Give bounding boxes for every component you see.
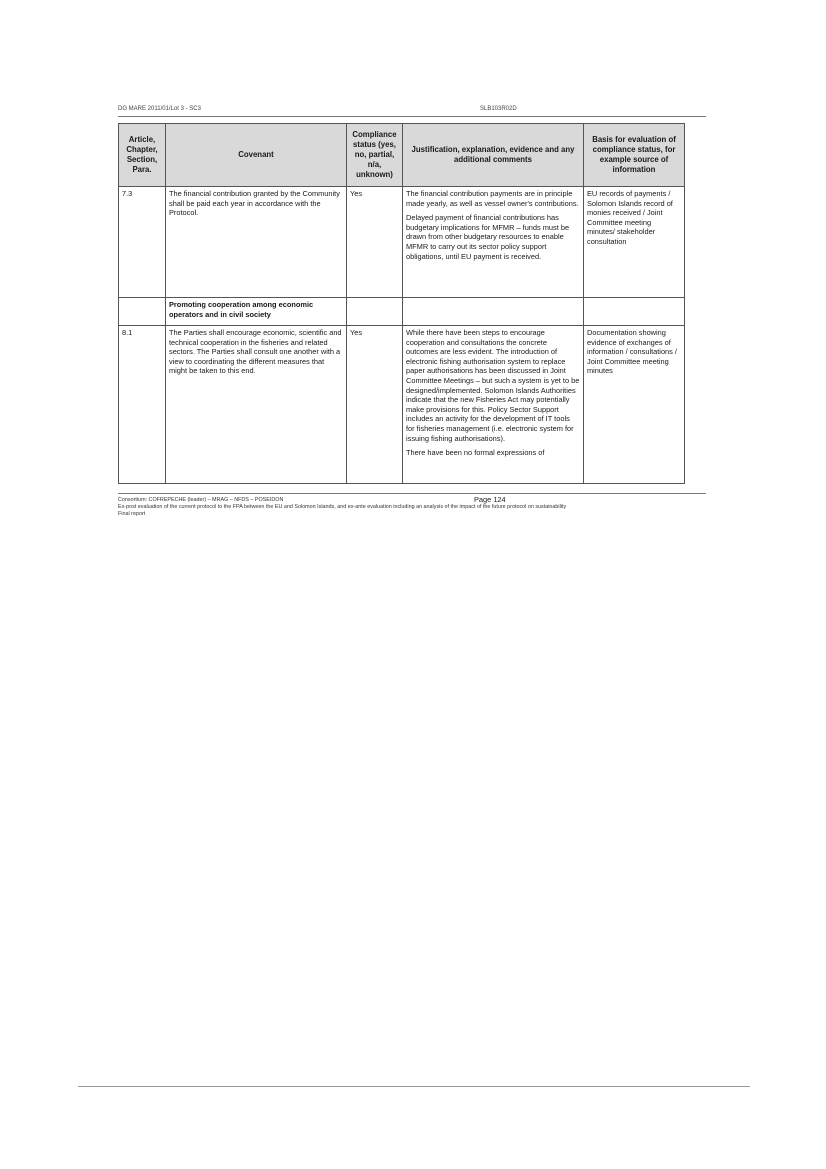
cell-article: 8.1: [119, 326, 166, 484]
footer-report-type: Final report: [118, 511, 146, 517]
page-number: Page 124: [474, 495, 506, 504]
covenant-table: [118, 123, 685, 484]
col-header-covenant: Covenant: [166, 124, 347, 187]
cell-basis: Documentation showing evidence of exchanges of information / consultations / Joint Committee meeting minutes: [584, 326, 685, 484]
bottom-divider: [78, 1086, 750, 1087]
cell-article: 7.3: [119, 187, 166, 298]
cell-status: Yes: [347, 326, 403, 484]
cell-empty: [403, 298, 584, 326]
cell-empty: [584, 298, 685, 326]
justification-paragraph: The financial contribution payments are in principle made yearly, as well as vessel owner's contributions.: [406, 189, 579, 208]
col-header-article: Article, Chapter, Section, Para.: [119, 124, 166, 187]
cell-status: Yes: [347, 187, 403, 298]
col-header-justification: Justification, explanation, evidence and any additional comments: [403, 124, 584, 187]
cell-covenant: The financial contribution granted by the Community shall be paid each year in accordance with the Protocol.: [166, 187, 347, 298]
justification-paragraph: While there have been steps to encourage cooperation and consultations the concrete outcomes are less evident. The introduction of electronic fishing authorisation system to replace paper authorisations has been discussed in Joint Committee Meetings – but such a system is yet to be designed/implemented. Solomon Islands Authorities indicate that the new Fisheries Act may potentially make provisions for this. Policy Sector Support includes an activity for the development of IT tools for fisheries management (i.e. electronic system for issuing fishing authorisations).: [406, 328, 580, 443]
cell-empty: [347, 298, 403, 326]
header-code: SLB103R02D: [480, 106, 517, 112]
section-heading-row: [119, 298, 685, 326]
page-header: [118, 104, 706, 117]
col-header-basis: Basis for evaluation of compliance status, for example source of information: [584, 124, 685, 187]
footer-consortium: Consortium: COFREPECHE (leader) – MRAG – NFDS – POSEIDON: [118, 497, 284, 503]
justification-paragraph: There have been no formal expressions of: [406, 448, 545, 458]
col-header-status: Compliance status (yes, no, partial, n/a, unknown): [347, 124, 403, 187]
cell-covenant: The Parties shall encourage economic, scientific and technical cooperation in the fisheries and related sectors. The Parties shall consult one another with a view to coordinating the different measures that might be taken to this end.: [166, 326, 347, 484]
table-row: [119, 326, 685, 484]
justification-paragraph: Delayed payment of financial contributions has budgetary implications for MFMR – funds must be drawn from other budgetary resources to enable MFMR to carry out its sector policy support obligations, until EU payment is received.: [406, 213, 570, 261]
table-header-row: [119, 124, 685, 187]
cell-justification: [403, 187, 584, 298]
cell-basis: EU records of payments / Solomon Islands record of monies received / Joint Committee meeting minutes/ stakeholder consultation: [584, 187, 685, 298]
page-footer: [118, 497, 706, 518]
footer-divider: [118, 493, 706, 494]
table-row: [119, 187, 685, 298]
header-reference: DG MARE 2011/01/Lot 3 - SC3: [118, 106, 201, 112]
section-heading: Promoting cooperation among economic operators and in civil society: [166, 298, 347, 326]
footer-description: Ex-post evaluation of the current protocol to the FPA between the EU and Solomon Islands, and ex-ante evaluation including an analysis of the impact of the future protocol on sustainability: [118, 504, 567, 510]
cell-justification: [403, 326, 584, 484]
cell-empty: [119, 298, 166, 326]
